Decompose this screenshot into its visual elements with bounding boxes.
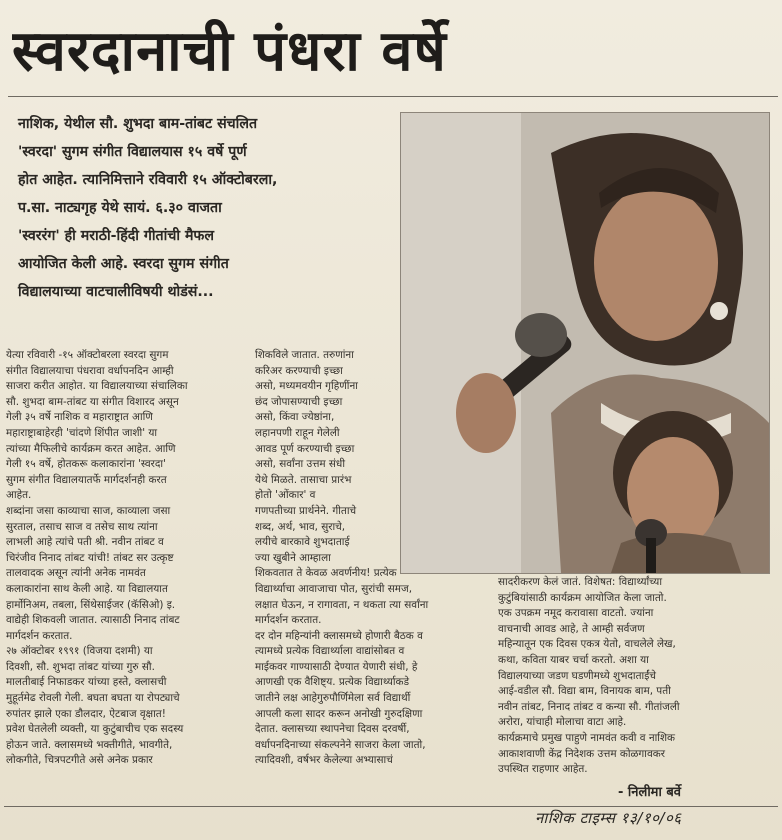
article-column-1 — [6, 348, 244, 769]
intro-line: प.सा. नाट्यगृह येथे सायं. ६.३० वाजता — [18, 200, 222, 216]
column-text: सादरीकरण केलं जातं. विशेषत: विद्यार्थ्यांच्या कुटुंबियांसाठी कार्यक्रम आयोजित केला जातो. एक उपक्रम नमूद करावासा वाटतो. ज्यांना वाचनाची आवड आहे, ते आम्ही सर्वजण महिन्यातून एक दिवस एकत्र येतो, वाचलेले लेख, कथा, कविता याबर चर्चा करतो. अशा या विद्यालयाच्या जडण घडणीमध्ये शुभदाताईंचे आई-वडील सौ. विद्या बाम, विनायक बाम, पती नवीन तांबट, निनाद तांबट व कन्या सौ. गीतांजली अरोरा, यांचाही मोलाचा वाटा आहे. कार्यक्रमाचे प्रमुख पाहुणे नामवंत कवी व नाशिक आकाशवाणी केंद्र निदेशक उत्तम कोळगावकर उपस्थित राहणार आहेत. — [498, 576, 680, 776]
column-text: येत्या रविवारी -१५ ऑक्टोबरला स्वरदा सुगम संगीत विद्यालयाचा पंधरावा वर्धापनदिन आम्ही साजरा करीत आहोत. या विद्यालयाच्या संचालिका सौ. शुभदा बाम-तांबट या संगीत विशारद असून गेली ३५ वर्षे नाशिक व महाराष्ट्रात आणि महाराष्ट्राबाहेरही 'चांदणे शिंपीत जाशी' या त्यांच्या मैफिलीचे कार्यक्रम करत आहेत. आणि गेली १५ वर्षे, होतकरू कलाकारांना 'स्वरदा' सुगम संगीत विद्यालयातर्फे मार्गदर्शनही करत आहेत. शब्दांना जसा काव्याचा साज, काव्याला जसा सुरताल, तसाच साज व तसेच साथ त्यांना लाभली आहे त्यांचे पती श्री. नवीन तांबट व चिरंजीव निनाद तांबट यांची! तांबट सर उत्कृष्ट तालवादक असून त्यांनी अनेक नामवंत कलाकारांना साथ केली आहे. या विद्यालयात हार्मोनिअम, तबला, सिंथेसाईजर (कॅसिओ) इ. वाद्येही शिकवली जातात. त्यासाठी निनाद तांबट मार्गदर्शन करतात. २७ ऑक्टोबर १९९१ (विजया दशमी) या दिवशी, सौ. शुभदा तांबट यांच्या गुरु सौ. मालतीबाई निफाडकर यांच्या हस्ते, क्लासची मुहूर्तमेढ रोवली गेली. बघता बघता या रोपट्याचे रुपांतर झाले एका डौलदार, ऐटबाज वृक्षात! प्रवेश घेतलेली व्यक्ती, या कुटुंबाचीच एक सदस्य होऊन जाते. क्लासमध्ये भक्तीगीते, भावगीते, लोकगीते, चित्रपटगीते असे अनेक प्रकार — [6, 349, 188, 767]
intro-line: होत आहेत. त्यानिमित्ताने रविवारी १५ ऑक्टोबरला, — [18, 172, 278, 188]
footer-divider — [4, 806, 778, 807]
column-text: शिकविले जातात. तरुणांना करिअर करण्याची इच्छा असो, मध्यमवयीन गृहिणींना छंद जोपासण्याची इच्छा असो, किंवा ज्येष्ठांना, लहानपणी राहून गेलेली आवड पूर्ण करण्याची इच्छा असो, सर्वांना उत्तम संधी येथे मिळते. तासाचा प्रारंभ होतो 'ओंकार' व गणपतीच्या प्रार्थनेने. गीताचे शब्द, अर्थ, भाव, सुराचे, लयीचे बारकावे शुभदाताई ज्या खुबीने आम्हाला शिकवतात ते केवळ अवर्णनीय! प्रत्येक विद्यार्थ्याचा आवाजाचा पोत, सुरांची समज, लक्षात घेऊन, न रागावता, न थकता त्या सर्वांना मार्गदर्शन करतात. दर दोन महिन्यांनी क्लासमध्ये होणारी बैठक व त्यामध्ये प्रत्येक विद्यार्थ्याला वाद्यांसोबत व माईकवर गाण्यासाठी देण्यात येणारी संधी, हे आणखी एक वैशिष्ट्य. प्रत्येक विद्यार्थ्याकडे जातीने लक्ष आहेगुरुपौर्णिमेला सर्व विद्यार्थी आपली कला सादर करून अनोखी गुरुदक्षिणा देतात. क्लासच्या स्थापनेचा दिवस दरवर्षी, वर्धापनदिनाच्या संकल्पनेने साजरा केला जातो, त्यादिवशी, वर्षभर केलेल्या अभ्यासाचं — [255, 349, 429, 767]
intro-line: आयोजित केली आहे. स्वरदा सुगम संगीत — [18, 256, 229, 272]
intro-block — [18, 110, 393, 306]
divider — [8, 96, 778, 97]
intro-line: 'स्वरदा' सुगम संगीत विद्यालयास १५ वर्षे पूर्ण — [18, 144, 247, 160]
intro-line: 'स्वररंग' ही मराठी-हिंदी गीतांची मैफल — [18, 228, 214, 244]
author-byline: - निलीमा बर्वे — [618, 785, 682, 800]
article-column-2 — [255, 348, 492, 769]
intro-line: विद्यालयाच्या वाटचालीविषयी थोडंसं... — [18, 284, 214, 300]
headline: स्वरदानाची पंधरा वर्षे — [12, 19, 447, 84]
intro-line: नाशिक, येथील सौ. शुभदा बाम-तांबट संचलित — [18, 116, 258, 132]
article-column-3 — [498, 575, 774, 778]
source-date-stamp: नाशिक टाइम्स १३/१०/०६ — [535, 809, 682, 827]
